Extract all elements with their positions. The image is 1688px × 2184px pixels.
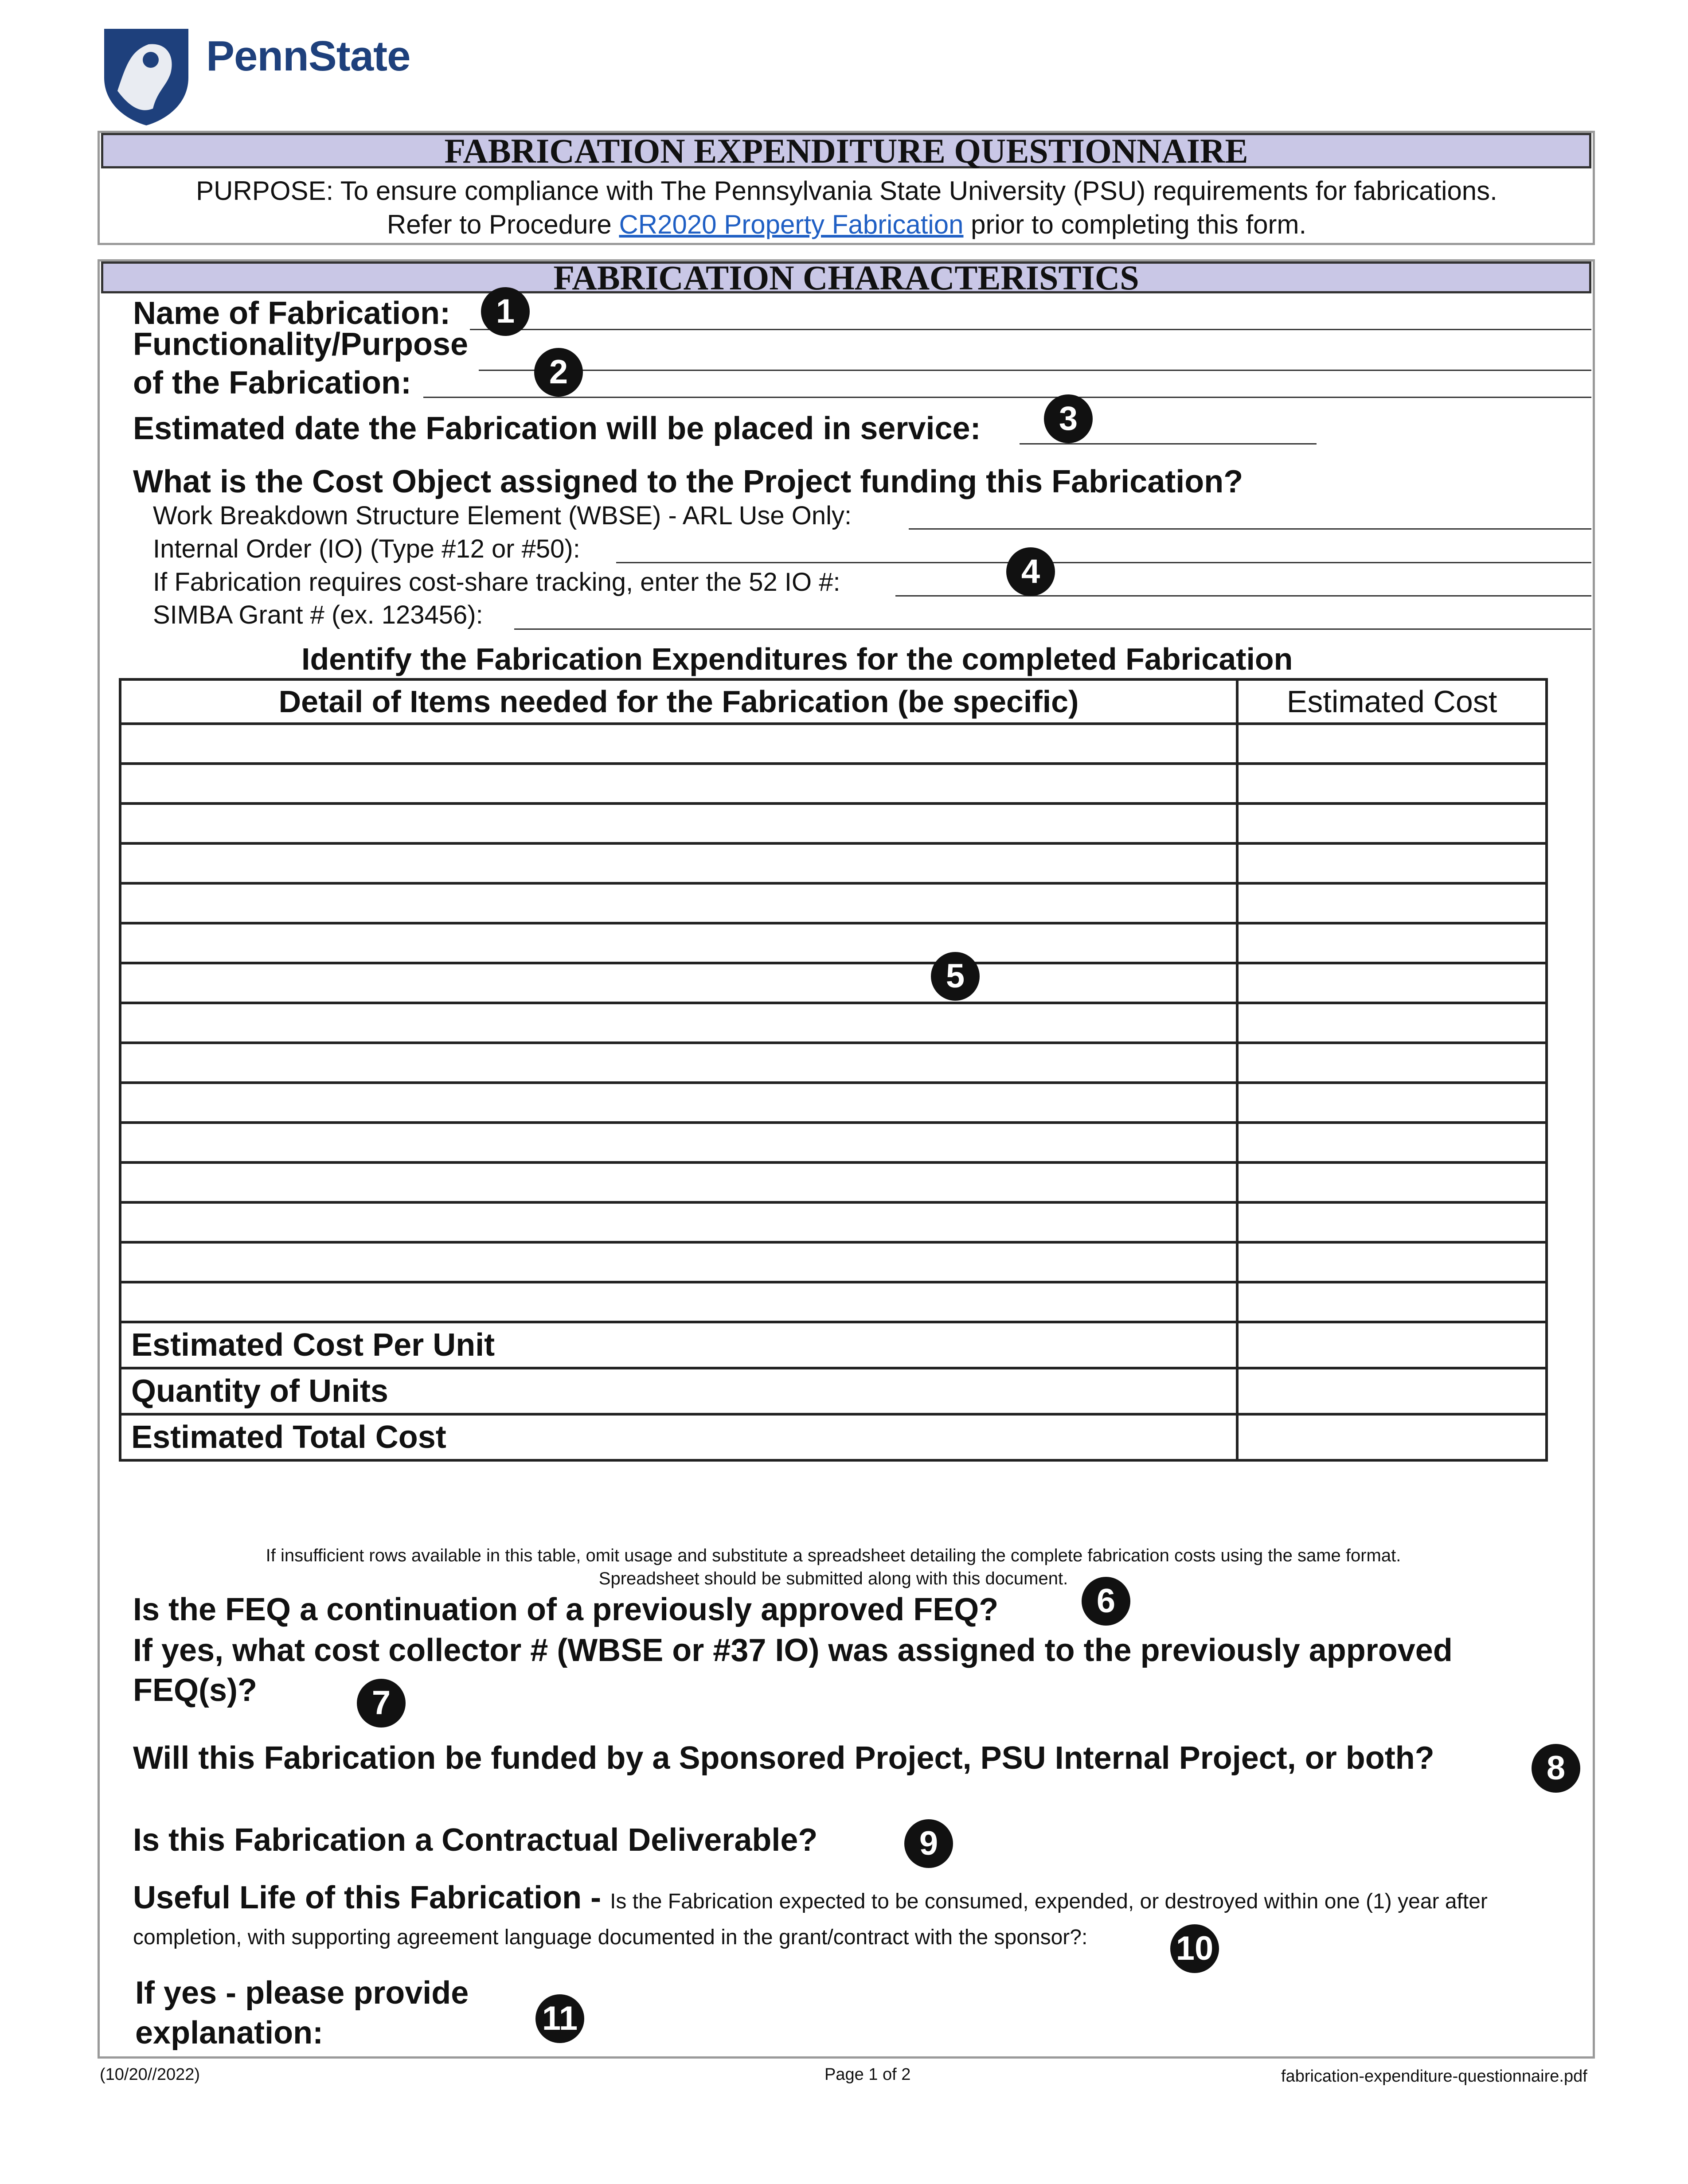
badge-2: 2 [534,348,583,397]
total-cost-cell[interactable] [1237,1414,1547,1460]
cost-cell[interactable] [1237,1123,1547,1162]
io-input-line[interactable] [616,562,1591,563]
cost-cell[interactable] [1237,1202,1547,1242]
cost-cell[interactable] [1237,883,1547,923]
summary-row [120,1414,1547,1460]
q-explanation-1: If yes - please provide [135,1975,469,2011]
wbse-input-line[interactable] [909,528,1591,530]
footer-page: Page 1 of 2 [824,2065,911,2084]
name-label: Name of Fabrication: [133,296,451,331]
detail-cell[interactable] [120,843,1237,883]
purpose-suffix: prior to completing this form. [963,210,1307,239]
cost-cell[interactable] [1237,1242,1547,1282]
badge-9: 9 [904,1819,953,1868]
costshare-input-line[interactable] [895,595,1591,597]
footer-date: (10/20//2022) [100,2065,200,2084]
table-row [120,883,1547,923]
badge-1: 1 [481,287,530,336]
badge-3: 3 [1044,394,1093,443]
badge-7: 7 [357,1679,406,1728]
cost-cell[interactable] [1237,764,1547,803]
service-date-input-line[interactable] [1020,443,1317,445]
badge-4: 4 [1006,547,1055,596]
purpose-input-line-2[interactable] [423,397,1591,398]
q-cost-collector-2: FEQ(s)? [133,1673,257,1708]
cost-object-label: What is the Cost Object assigned to the Project funding this Fabrication? [133,464,1243,499]
detail-cell[interactable] [120,1123,1237,1162]
cost-cell[interactable] [1237,1043,1547,1083]
expenditure-table [119,678,1548,1462]
name-input-line[interactable] [470,329,1591,330]
summary-row [120,1322,1547,1368]
table-row [120,1202,1547,1242]
q-contractual: Is this Fabrication a Contractual Deliverable? [133,1822,818,1858]
table-row [120,764,1547,803]
cost-cell[interactable] [1237,724,1547,764]
detail-cell[interactable] [120,963,1237,1003]
purpose-line-2 [102,207,1591,242]
penn-state-shield-logo [100,24,193,126]
badge-8: 8 [1532,1744,1580,1793]
badge-10: 10 [1170,1924,1219,1973]
table-row [120,1282,1547,1322]
cost-cell[interactable] [1237,1162,1547,1202]
q-cost-collector-1: If yes, what cost collector # (WBSE or #37 IO) was assigned to the previously approved [133,1633,1453,1668]
purpose-input-line-1[interactable] [479,370,1591,371]
cost-per-unit-cell[interactable] [1237,1322,1547,1368]
detail-cell[interactable] [120,1282,1237,1322]
table-caption: Identify the Fabrication Expenditures for the completed Fabrication [301,642,1293,676]
simba-input-line[interactable] [514,628,1591,630]
table-row [120,1123,1547,1162]
footer-filename: fabrication-expenditure-questionnaire.pdf [1281,2067,1587,2086]
detail-cell[interactable] [120,764,1237,803]
table-row [120,843,1547,883]
q-explanation-2: explanation: [135,2015,324,2051]
detail-cell[interactable] [120,1242,1237,1282]
brand-wordmark: PennState [206,32,410,80]
detail-cell[interactable] [120,923,1237,963]
purpose-prefix: Refer to Procedure [387,210,619,239]
simba-label: SIMBA Grant # (ex. 123456): [153,601,483,629]
detail-cell[interactable] [120,883,1237,923]
cost-cell[interactable] [1237,923,1547,963]
cost-cell[interactable] [1237,803,1547,843]
purpose-line-1: PURPOSE: To ensure compliance with The Pennsylvania State University (PSU) requirements for fabrications. [196,176,1497,206]
table-row [120,1242,1547,1282]
io-label: Internal Order (IO) (Type #12 or #50): [153,534,580,563]
form-title: FABRICATION EXPENDITURE QUESTIONNAIRE [101,133,1591,168]
table-row [120,963,1547,1003]
total-cost-label: Estimated Total Cost [120,1414,1237,1460]
wbse-label: Work Breakdown Structure Element (WBSE) - ARL Use Only: [153,501,852,530]
purpose-label-1: Functionality/Purpose [133,327,469,362]
table-row [120,1162,1547,1202]
table-row [120,923,1547,963]
table-note-2: Spreadsheet should be submitted along with this document. [598,1569,1068,1588]
cost-cell[interactable] [1237,843,1547,883]
summary-row [120,1368,1547,1414]
quantity-label: Quantity of Units [120,1368,1237,1414]
useful-life-heading: Useful Life of this Fabrication - [133,1880,610,1915]
badge-5: 5 [931,952,980,1001]
q-continuation: Is the FEQ a continuation of a previously approved FEQ? [133,1592,999,1627]
detail-cell[interactable] [120,803,1237,843]
detail-cell[interactable] [120,724,1237,764]
table-row [120,1043,1547,1083]
badge-11: 11 [535,1994,584,2043]
purpose-label-2: of the Fabrication: [133,365,411,401]
table-note-1: If insufficient rows available in this table, omit usage and substitute a spreadsheet detailing the complete fabrication costs using the same format. [266,1546,1401,1565]
detail-cell[interactable] [120,1083,1237,1123]
cost-per-unit-label: Estimated Cost Per Unit [120,1322,1237,1368]
cr2020-link[interactable]: CR2020 Property Fabrication [619,210,964,239]
useful-life-text-2: completion, with supporting agreement language documented in the grant/contract with the sponsor?: [133,1926,1088,1949]
table-row [120,1083,1547,1123]
table-header-row [120,679,1547,724]
detail-column-header: Detail of Items needed for the Fabrication (be specific) [120,679,1237,724]
useful-life-text: Is the Fabrication expected to be consumed, expended, or destroyed within one (1) year after [610,1890,1488,1913]
section-title: FABRICATION CHARACTERISTICS [101,261,1591,293]
cost-cell[interactable] [1237,1003,1547,1043]
table-row [120,803,1547,843]
service-date-label: Estimated date the Fabrication will be placed in service: [133,411,981,446]
q-useful-life [133,1879,1578,1918]
table-row [120,724,1547,764]
detail-cell[interactable] [120,1202,1237,1242]
q-funding: Will this Fabrication be funded by a Sponsored Project, PSU Internal Project, or both? [133,1740,1434,1776]
badge-6: 6 [1082,1577,1130,1626]
quantity-cell[interactable] [1237,1368,1547,1414]
cost-cell[interactable] [1237,1282,1547,1322]
table-row [120,1003,1547,1043]
detail-cell[interactable] [120,1003,1237,1043]
cost-cell[interactable] [1237,1083,1547,1123]
cost-cell[interactable] [1237,963,1547,1003]
detail-cell[interactable] [120,1043,1237,1083]
cost-column-header: Estimated Cost [1237,679,1547,724]
costshare-label: If Fabrication requires cost-share tracking, enter the 52 IO #: [153,568,840,597]
detail-cell[interactable] [120,1162,1237,1202]
